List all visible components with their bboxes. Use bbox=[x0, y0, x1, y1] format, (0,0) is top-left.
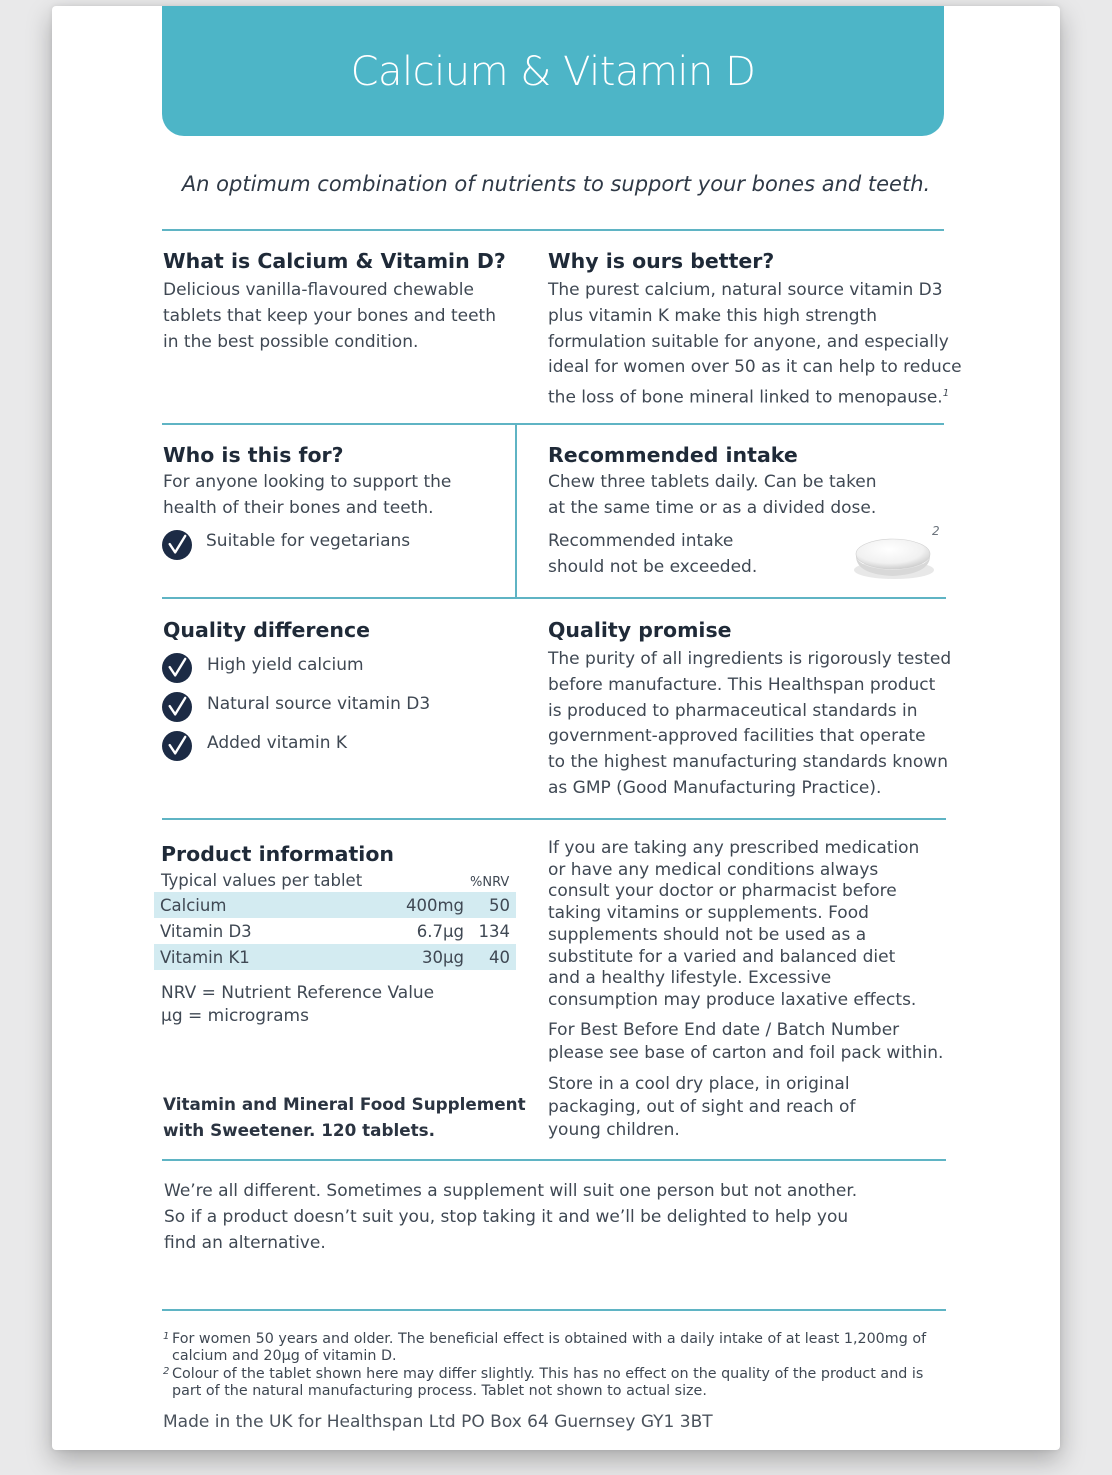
check-icon bbox=[162, 530, 192, 560]
nutrition-table bbox=[154, 892, 516, 970]
quality-difference-heading: Quality difference bbox=[163, 618, 371, 642]
check-icon bbox=[162, 653, 192, 683]
footnote-1: 1 For women 50 years and older. The beneficial effect is obtained with a daily intake of at least 1,200mg of calcium and 20µg of vitamin D. bbox=[163, 1331, 927, 1364]
nrv-notes: NRV = Nutrient Reference Value µg = micrograms bbox=[161, 983, 435, 1026]
table-row: Vitamin K1 30µg 40 bbox=[154, 944, 516, 970]
what-is-heading: What is Calcium & Vitamin D? bbox=[163, 249, 506, 273]
nrv-header: %NRV bbox=[470, 875, 510, 890]
footnote-mark: 1 bbox=[942, 388, 950, 400]
vertical-divider bbox=[515, 424, 517, 598]
tablet-footnote-mark: 2 bbox=[932, 524, 940, 538]
check-icon bbox=[162, 692, 192, 722]
intake-heading: Recommended intake bbox=[548, 443, 798, 467]
what-is-text: Delicious vanilla-flavoured chewable tablets that keep your bones and teeth in the best possible condition. bbox=[163, 280, 496, 352]
manufacturer-footer: Made in the UK for Healthspan Ltd PO Box 64 Guernsey GY1 3BT bbox=[163, 1412, 713, 1432]
title-banner bbox=[162, 6, 944, 136]
intake-text: Chew three tablets daily. Can be taken at the same time or as a divided dose. bbox=[548, 472, 877, 518]
who-for-heading: Who is this for? bbox=[163, 443, 344, 467]
divider bbox=[162, 423, 944, 425]
typical-values-label: Typical values per tablet bbox=[161, 871, 363, 890]
footnote-2: 2 Colour of the tablet shown here may differ slightly. This has no effect on the quality of the product and is part of the natural manufacturing process. Tablet not shown to actual size. bbox=[163, 1366, 924, 1399]
product-info-heading: Product information bbox=[161, 842, 395, 866]
quality-item: High yield calcium bbox=[207, 655, 364, 675]
who-for-text: For anyone looking to support the health of their bones and teeth. bbox=[163, 472, 452, 518]
why-better-text: The purest calcium, natural source vitamin D3 plus vitamin K make this high strength formulation suitable for anyone, and especially ideal for women over 50 as it can help to reduce the loss of bone mineral linked to menopause.$^1$ bbox=[548, 280, 962, 408]
intake-warning: Recommended intake should not be exceeded. bbox=[548, 531, 758, 577]
divider bbox=[162, 1159, 946, 1161]
quality-promise-text: The purity of all ingredients is rigorously tested before manufacture. This Healthspan product is produced to pharmaceutical standards in government-approved facilities that operate to the highest manufacturing standards known as GMP (Good Manufacturing Practice). bbox=[548, 649, 952, 798]
divider bbox=[162, 229, 944, 231]
supplement-description: Vitamin and Mineral Food Supplement with Sweetener. 120 tablets. bbox=[163, 1094, 526, 1140]
quality-item: Natural source vitamin D3 bbox=[207, 694, 431, 714]
table-row: Vitamin D3 6.7µg 134 bbox=[160, 921, 510, 941]
vegetarian-label: Suitable for vegetarians bbox=[206, 531, 411, 551]
quality-item: Added vitamin K bbox=[207, 733, 348, 753]
we-are-different-text: We’re all different. Sometimes a supplement will suit one person but not another. So if a product doesn’t suit you, stop taking it and we’ll be delighted to help you find an alternative. bbox=[164, 1181, 858, 1253]
divider bbox=[162, 597, 946, 599]
table-row: Calcium 400mg 50 bbox=[154, 892, 516, 918]
quality-promise-heading: Quality promise bbox=[548, 618, 732, 642]
why-better-heading: Why is ours better? bbox=[548, 249, 775, 273]
storage-info: Store in a cool dry place, in original packaging, out of sight and reach of young children. bbox=[548, 1074, 856, 1140]
divider bbox=[162, 818, 946, 820]
medical-advice: If you are taking any prescribed medication or have any medical conditions always consult your doctor or pharmacist before taking vitamins or supplements. Food supplements should not be used as a substitute for a varied and balanced diet and a healthy lifestyle. Excessive consumption may produce laxative effects. bbox=[548, 838, 920, 1010]
best-before-info: For Best Before End date / Batch Number please see base of carton and foil pack within. bbox=[548, 1020, 944, 1063]
tagline: An optimum combination of nutrients to support your bones and teeth. bbox=[181, 172, 931, 196]
product-title: Calcium & Vitamin D bbox=[350, 49, 756, 95]
check-icon bbox=[162, 731, 192, 761]
tablet-image bbox=[846, 534, 938, 582]
divider bbox=[162, 1309, 946, 1311]
product-leaflet bbox=[52, 6, 1060, 1450]
